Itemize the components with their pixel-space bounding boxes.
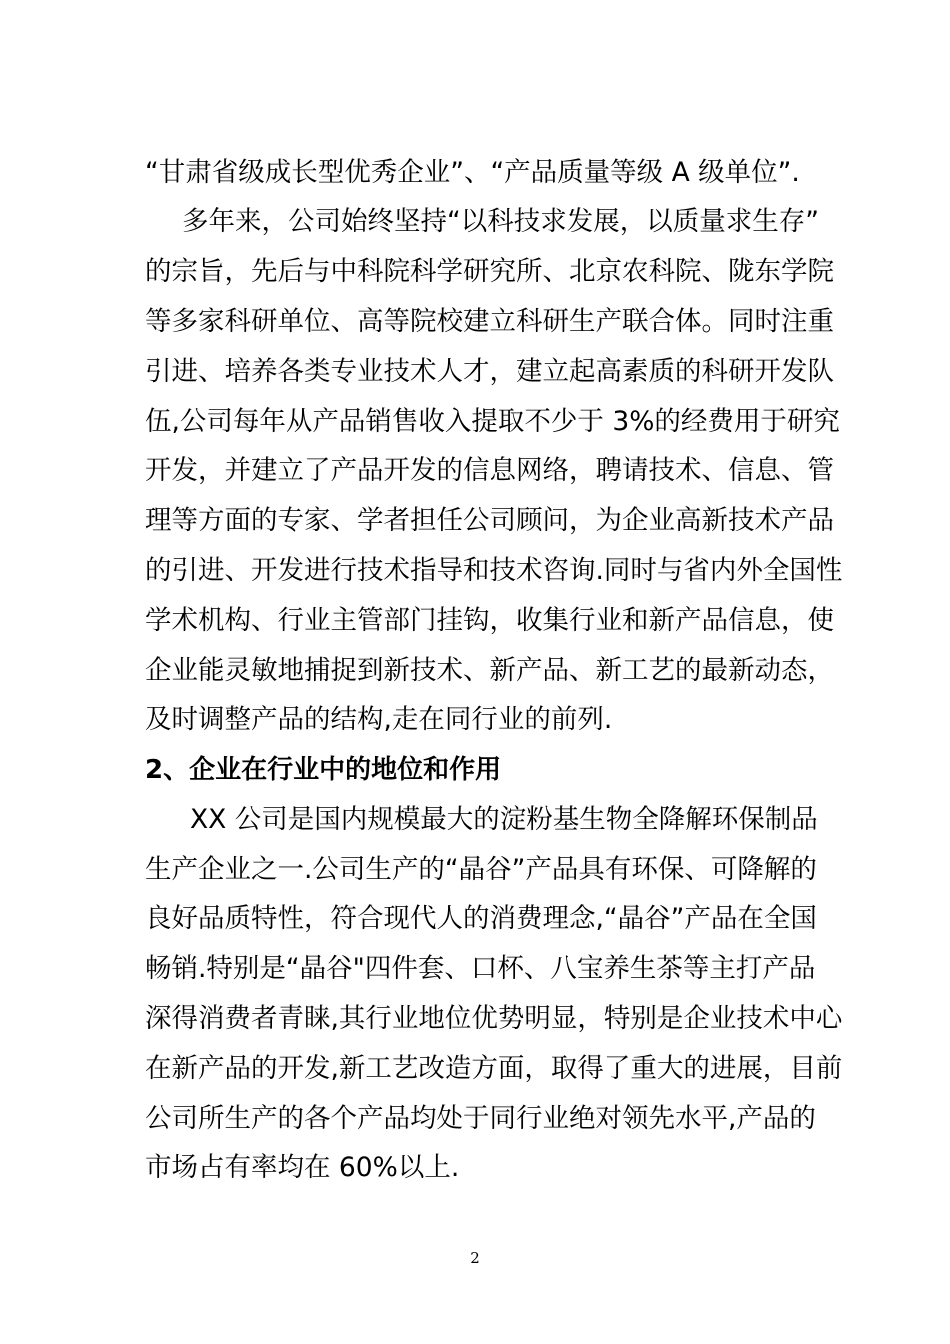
text-line: 引进、培养各类专业技术人才，建立起高素质的科研开发队 <box>145 356 834 387</box>
text-line: XX 公司是国内规模最大的淀粉基生物全降解环保制品 <box>190 804 818 835</box>
text-line: 深得消费者青睐,其行业地位优势明显，特别是企业技术中心 <box>145 1003 843 1034</box>
text-line: 理等方面的专家、学者担任公司顾问，为企业高新技术产品 <box>145 505 834 536</box>
text-line: 多年来，公司始终坚持“以科技求发展，以质量求生存” <box>182 206 819 237</box>
text-line: 学术机构、行业主管部门挂钩，收集行业和新产品信息，使 <box>145 605 834 636</box>
text-line: 生产企业之一.公司生产的“晶谷”产品具有环保、可降解的 <box>145 854 817 885</box>
text-line: 畅销.特别是“晶谷"四件套、口杯、八宝养生茶等主打产品 <box>145 953 816 984</box>
text-line: 伍,公司每年从产品销售收入提取不少于 3%的经费用于研究 <box>145 406 840 437</box>
text-line: 及时调整产品的结构,走在同行业的前列. <box>145 704 613 735</box>
text-line: 等多家科研单位、高等院校建立科研生产联合体。同时注重 <box>145 306 834 337</box>
text-line: 企业能灵敏地捕捉到新技术、新产品、新工艺的最新动态， <box>145 655 834 686</box>
text-line: 公司所生产的各个产品均处于同行业绝对领先水平,产品的 <box>145 1103 816 1134</box>
text-line: 开发，并建立了产品开发的信息网络，聘请技术、信息、管 <box>145 455 834 486</box>
text-line: 市场占有率均在 60%以上. <box>145 1152 460 1183</box>
text-line: 在新产品的开发,新工艺改造方面，取得了重大的进展，目前 <box>145 1053 843 1084</box>
text-line: 的宗旨，先后与中科院科学研究所、北京农科院、陇东学院 <box>145 256 834 287</box>
section-heading: 2、企业在行业中的地位和作用 <box>145 755 502 785</box>
text-line: 良好品质特性，符合现代人的消费理念,“晶谷”产品在全国 <box>145 903 817 934</box>
text-line: “甘肃省级成长型优秀企业”、“产品质量等级 A 级单位”. <box>145 157 800 188</box>
page-number: 2 <box>470 1249 480 1267</box>
text-line: 的引进、开发进行技术指导和技术咨询.同时与省内外全国性 <box>145 555 843 586</box>
